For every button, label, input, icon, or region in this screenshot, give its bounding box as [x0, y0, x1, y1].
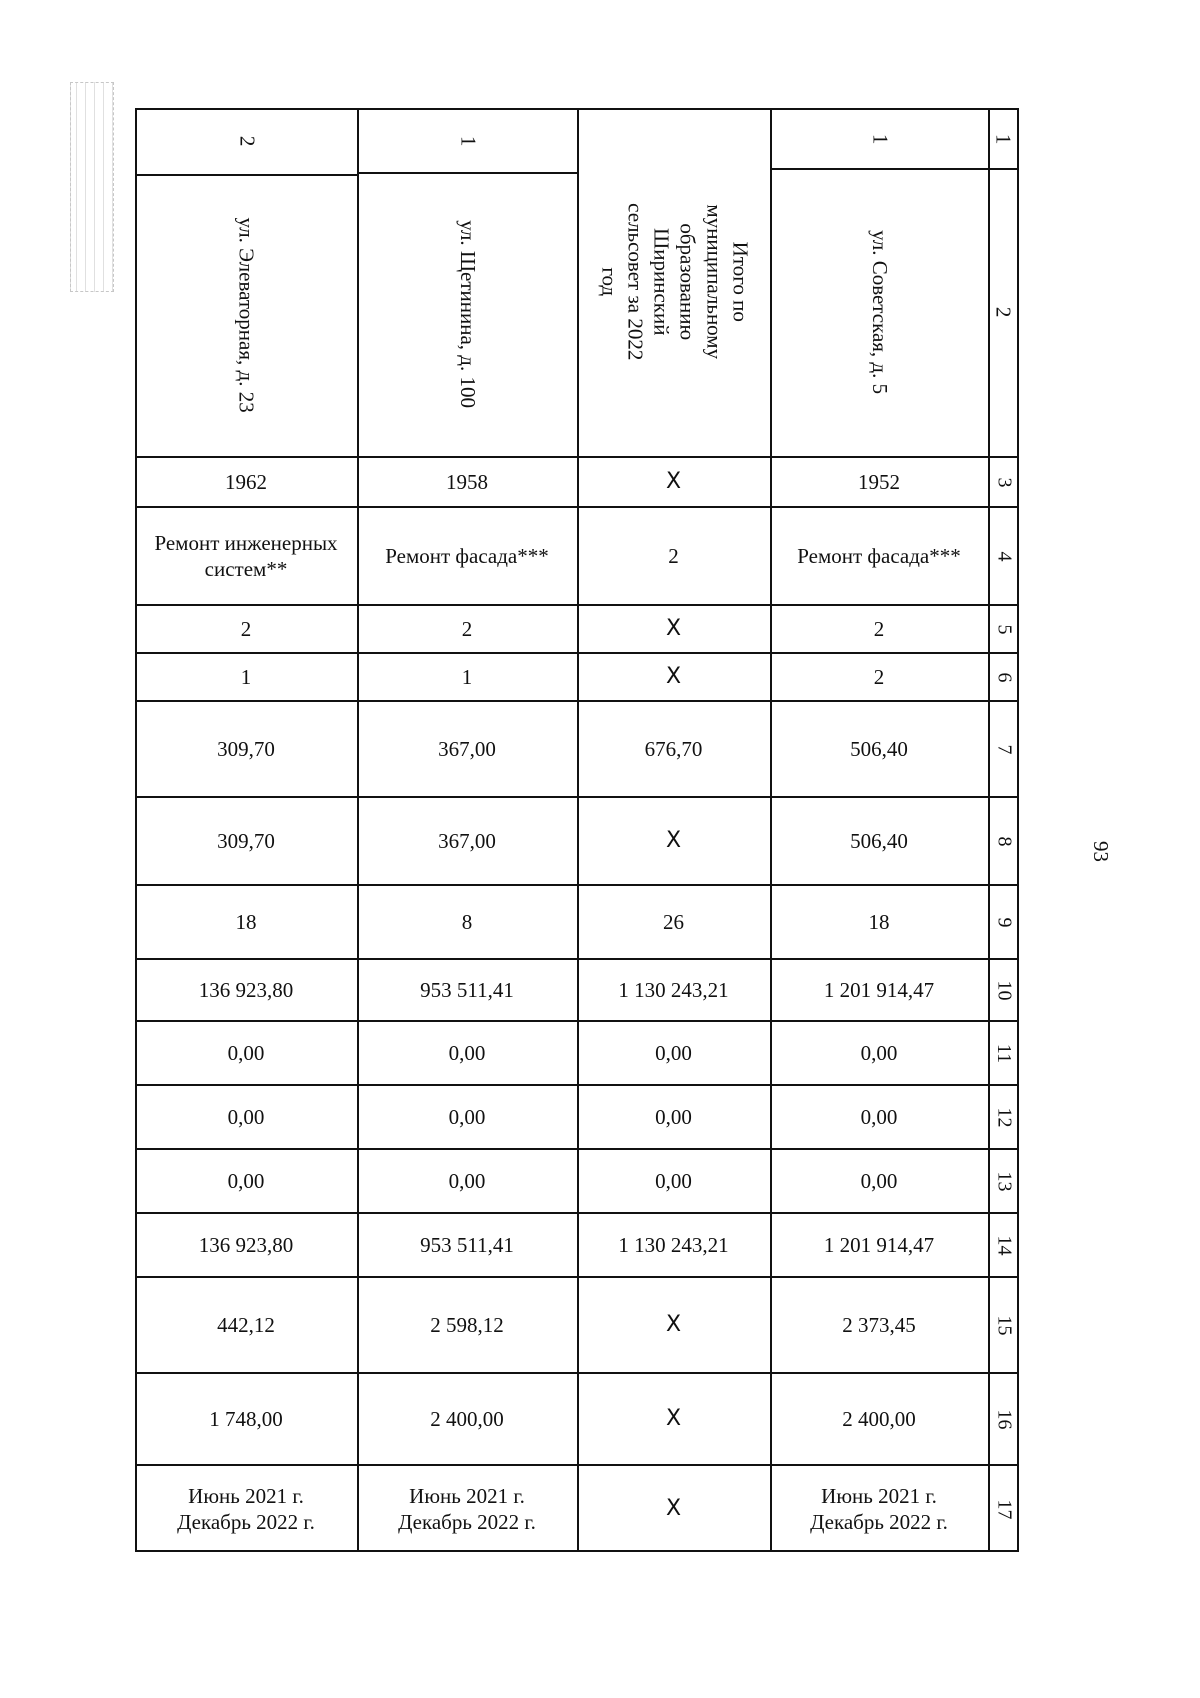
table-cell: 0,00 — [227, 1040, 265, 1065]
column-number-cell — [990, 170, 1017, 454]
table-cell: 136 923,80 — [198, 1232, 294, 1257]
table-cell: 136 923,80 — [198, 977, 294, 1002]
row-index-cell — [988, 1150, 1019, 1212]
row-index: 11 — [992, 1043, 1015, 1063]
table-row — [135, 1086, 1019, 1150]
table-cell: 2 — [240, 616, 252, 641]
row-number: 1 — [456, 135, 481, 147]
table-cell: 1 201 914,47 — [823, 1232, 935, 1257]
row-index-cell — [988, 458, 1019, 506]
row-index: 16 — [993, 1409, 1015, 1429]
row-index: 14 — [993, 1235, 1015, 1255]
table-cell: 26 — [663, 909, 684, 934]
table-cell: Ремонт фасада*** — [797, 543, 961, 568]
address-text: ул. Элеваторная, д. 23 — [235, 217, 260, 413]
table-row — [135, 606, 1019, 654]
row-number: 1 — [868, 133, 893, 145]
table-row — [135, 508, 1019, 606]
column-number-cell — [990, 110, 1017, 168]
table-cell: X — [665, 664, 682, 690]
column-number: 1 — [991, 133, 1016, 145]
row-index-cell — [988, 508, 1019, 604]
row-index: 3 — [993, 477, 1015, 487]
table-cell: 2 598,12 — [430, 1312, 504, 1337]
table-row — [135, 886, 1019, 960]
table-cell: 1958 — [446, 469, 488, 494]
table-cell: 2 400,00 — [842, 1406, 916, 1431]
table-cell: 0,00 — [448, 1104, 486, 1129]
table-cell: 1 — [461, 664, 473, 689]
table-cell: 506,40 — [850, 828, 908, 853]
row-index-cell — [988, 606, 1019, 652]
row-number-cell — [772, 110, 988, 168]
row-index: 15 — [993, 1315, 1015, 1335]
table-cell: X — [665, 828, 682, 854]
row-index-cell — [988, 702, 1019, 796]
table-cell: 0,00 — [860, 1168, 898, 1193]
page-number-text: 93 — [1088, 840, 1113, 862]
row-number-cell — [137, 110, 357, 172]
table-cell: X — [665, 469, 682, 495]
table-row — [135, 798, 1019, 886]
row-number-cell — [359, 110, 577, 172]
row-index-cell — [988, 1214, 1019, 1276]
table-row — [135, 1374, 1019, 1466]
row-index-cell — [988, 1278, 1019, 1372]
table-cell: 0,00 — [860, 1104, 898, 1129]
row-index-cell — [988, 1466, 1019, 1552]
table-cell: X — [665, 1496, 682, 1522]
table-cell: 8 — [461, 909, 473, 934]
table-cell: 1 — [240, 664, 252, 689]
table-cell: 1962 — [225, 469, 267, 494]
table-row — [135, 960, 1019, 1022]
table-cell: 506,40 — [850, 736, 908, 761]
address-cell — [359, 174, 577, 454]
table-cell: 2 373,45 — [842, 1312, 916, 1337]
page-number — [1080, 831, 1120, 871]
row-index: 7 — [993, 744, 1015, 754]
table-cell: Июнь 2021 г. Декабрь 2022 г. — [398, 1483, 536, 1534]
table-row — [135, 654, 1019, 702]
row-index: 10 — [993, 980, 1015, 1000]
table-cell: 0,00 — [227, 1104, 265, 1129]
row-index: 6 — [993, 672, 1015, 682]
table-cell: 953 511,41 — [420, 977, 514, 1002]
row-index-cell — [988, 798, 1019, 884]
total-label-cell — [579, 110, 770, 454]
table-cell: 18 — [868, 909, 890, 934]
table-cell: 1952 — [858, 469, 900, 494]
table-cell: 309,70 — [217, 828, 275, 853]
table-row — [135, 702, 1019, 798]
table-cell: 0,00 — [655, 1104, 692, 1129]
table-cell: 1 130 243,21 — [618, 977, 729, 1002]
table-cell: X — [665, 616, 682, 642]
table-cell: 2 — [873, 616, 885, 641]
table-row — [135, 1150, 1019, 1214]
row-index-cell — [988, 886, 1019, 958]
address-cell — [137, 176, 357, 454]
approval-stamp — [70, 82, 114, 292]
table-cell: 2 — [461, 616, 473, 641]
table-cell: 18 — [235, 909, 257, 934]
address-cell — [772, 170, 988, 454]
table-cell: 676,70 — [644, 736, 703, 761]
row-index-cell — [988, 654, 1019, 700]
row-index: 8 — [993, 836, 1015, 846]
row-number: 2 — [235, 135, 260, 147]
address-text: ул. Щетинина, д. 100 — [456, 220, 481, 408]
table-cell: Июнь 2021 г. Декабрь 2022 г. — [810, 1483, 948, 1534]
row-index-cell — [988, 1086, 1019, 1148]
row-index-cell — [988, 1022, 1019, 1084]
row-index: 5 — [993, 624, 1015, 634]
table-cell: 953 511,41 — [420, 1232, 514, 1257]
table-cell: Ремонт фасада*** — [385, 543, 549, 568]
row-index: 17 — [993, 1499, 1015, 1519]
table-cell: 1 748,00 — [209, 1406, 283, 1431]
row-index: 4 — [993, 551, 1015, 561]
address-text: ул. Советская, д. 5 — [868, 230, 893, 394]
table-cell: 0,00 — [860, 1040, 898, 1065]
table-cell: 309,70 — [217, 736, 275, 761]
table-cell: 0,00 — [448, 1040, 486, 1065]
table-cell: 0,00 — [655, 1040, 692, 1065]
table-cell: Ремонт инженерных систем** — [154, 530, 338, 581]
table-cell: 367,00 — [438, 736, 496, 761]
table-cell: 1 201 914,47 — [823, 977, 935, 1002]
row-index: 12 — [993, 1107, 1015, 1127]
table-cell: 2 — [873, 664, 885, 689]
table-cell: 1 130 243,21 — [618, 1232, 729, 1257]
table-cell: 0,00 — [227, 1168, 265, 1193]
table-cell: 2 400,00 — [430, 1406, 504, 1431]
table-cell: X — [665, 1406, 682, 1432]
table-cell: 2 — [668, 543, 679, 568]
table-row — [135, 1278, 1019, 1374]
table-cell: 0,00 — [655, 1168, 692, 1193]
table-cell: Июнь 2021 г. Декабрь 2022 г. — [177, 1483, 315, 1534]
total-label-text: Итого по муниципальному образованию Ширинский сельсовет за 2022 год — [597, 203, 753, 361]
table-row — [135, 1466, 1019, 1552]
table-cell: 367,00 — [438, 828, 496, 853]
row-index-cell — [988, 960, 1019, 1020]
row-index: 9 — [993, 917, 1015, 927]
table-cell: 442,12 — [217, 1312, 275, 1337]
table-cell: 0,00 — [448, 1168, 486, 1193]
table-row — [135, 458, 1019, 508]
column-number: 2 — [991, 306, 1016, 318]
table-cell: X — [665, 1312, 682, 1338]
row-index-cell — [988, 1374, 1019, 1464]
table-row — [135, 1214, 1019, 1278]
row-index: 13 — [993, 1171, 1015, 1191]
table-row — [135, 1022, 1019, 1086]
